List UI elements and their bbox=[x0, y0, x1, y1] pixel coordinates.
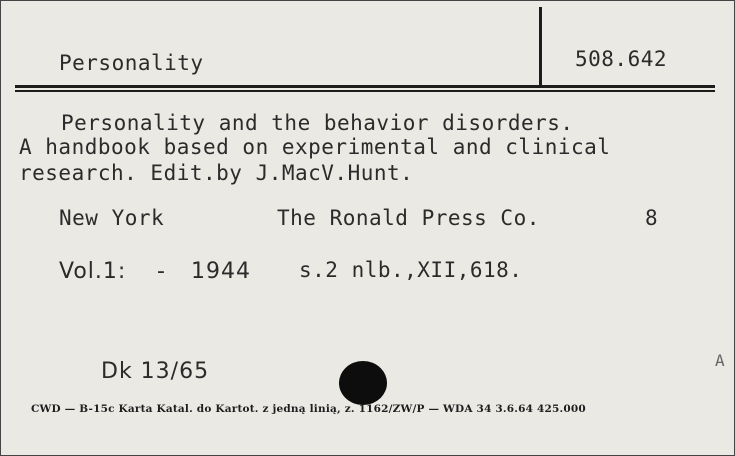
title-line-2: A handbook based on experimental and clinical bbox=[19, 135, 611, 159]
subject-heading: Personality bbox=[59, 51, 204, 75]
pagination: s.2 nlb.,XII,618. bbox=[299, 258, 523, 282]
volume-dash: - bbox=[157, 259, 166, 284]
punch-hole bbox=[339, 361, 387, 405]
header-rule-top bbox=[15, 85, 715, 88]
format-size: 8 bbox=[645, 206, 659, 230]
volume-label: Vol.1: bbox=[59, 259, 127, 284]
title-line-3: research. Edit.by J.MacV.Hunt. bbox=[19, 161, 414, 185]
shelf-mark: Dk 13/65 bbox=[101, 359, 210, 384]
header-rule-bottom bbox=[15, 90, 715, 92]
header-vertical-rule bbox=[539, 7, 542, 87]
publisher: The Ronald Press Co. bbox=[277, 206, 540, 230]
edge-mark: A bbox=[715, 351, 726, 370]
title-line-1: Personality and the behavior disorders. bbox=[61, 111, 574, 135]
place-of-publication: New York bbox=[59, 206, 165, 230]
call-number: 508.642 bbox=[575, 47, 668, 71]
printer-footer: CWD — B-15c Karta Katal. do Kartot. z jedną linią, z. 1162/ZW/P — WDA 34 3.6.64 425.000 bbox=[31, 403, 586, 415]
publication-year: 1944 bbox=[191, 259, 251, 284]
